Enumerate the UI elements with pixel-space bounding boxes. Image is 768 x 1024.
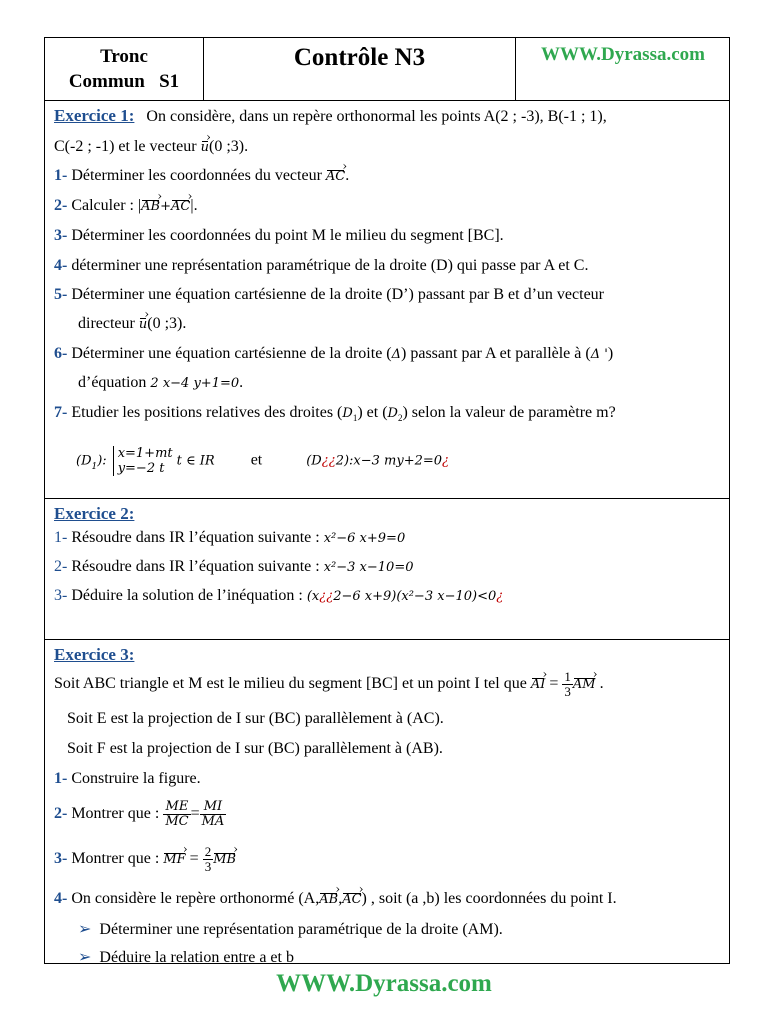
system-eq2: y=−2 t [117, 461, 165, 476]
ex2-ineq-b: ¿¿ [319, 589, 334, 604]
ex3-q1 [54, 770, 201, 788]
vector-am: AM › [573, 677, 596, 692]
ex2-q2-num: 2- [54, 558, 68, 575]
d1-close: ): [97, 453, 107, 469]
fraction-me-mc [163, 800, 190, 829]
ex3-q4-num: 4- [54, 890, 68, 907]
level-line-2: Commun S1 [68, 71, 180, 92]
ex3-intro-text: Soit ABC triangle et M est le milieu du segment [BC] et un point I tel que [54, 675, 531, 693]
ex3-q4a: On considère le repère orthonormé (A, [71, 890, 320, 907]
d1-sub: 1 [91, 461, 98, 472]
ex1-q5 [54, 286, 604, 304]
ex3-q3-num: 3- [54, 850, 68, 868]
ex1-q6d: d’équation [78, 374, 151, 391]
ex1-q7-num: 7- [54, 404, 68, 421]
ex1-q3-text: Déterminer les coordonnées du point M le milieu du segment [BC]. [71, 227, 504, 244]
ex1-q2: 2- Calculer : |AB ›+AC ›|. [54, 197, 198, 215]
footer-site-link[interactable]: WWW.Dyrassa.com [276, 970, 492, 997]
ex3-intro-end: . [595, 675, 604, 693]
frac23-bottom: 3 [204, 859, 212, 874]
ex2-q1 [54, 529, 405, 547]
ex3-q2-equals: = [190, 805, 200, 823]
fraction-mi-ma [200, 800, 227, 829]
ex3-q4b: ) , soit (a ,b) les coordonnées du point I. [361, 890, 617, 907]
d1-symbol: D [342, 406, 353, 421]
ex3-b1-text: Déterminer une représentation paramétrique de la droite (AM). [99, 921, 503, 938]
ex1-q6-cont [78, 374, 243, 392]
ex3-p2: Soit F est la projection de I sur (BC) parallèlement à (AB). [67, 740, 443, 757]
ex2-q3-text: Déduire la solution de l’inéquation : [71, 587, 307, 604]
header-table [45, 38, 730, 101]
delta-symbol: Δ [391, 347, 402, 362]
ex1-q2-num: 2- [54, 197, 68, 214]
d2-symbol: D [387, 406, 398, 421]
vector-ac: AC › [326, 169, 345, 184]
ex1-q5-text: Déterminer une équation cartésienne de la droite (D’) passant par B et d’un vecteur [71, 286, 604, 303]
ex1-q1-dot: . [345, 167, 350, 184]
frac13-bottom: 3 [564, 684, 571, 699]
vector-ab-2: AB › [319, 892, 338, 907]
exercise-3 [45, 640, 730, 964]
d1-label: (D [76, 453, 92, 469]
ex1-q1 [54, 167, 349, 185]
ex1-intro2b: (0 ;3). [208, 138, 249, 155]
ex3-q3-text: Montrer que : [71, 850, 164, 868]
ex1-q6 [54, 345, 613, 363]
frac-mi: MI [200, 800, 227, 815]
arrow-bullet-icon: ➢ [78, 921, 92, 938]
ex3-q1-num: 1- [54, 770, 68, 787]
ex1-q7c: ) selon la valeur de paramètre m? [402, 404, 616, 421]
ex3-bullet-1 [78, 919, 503, 939]
vector-ab: AB › [141, 199, 160, 214]
arrow-bullet-icon-2: ➢ [78, 949, 92, 964]
ex3-intro [54, 670, 604, 699]
ex3-equals: = [545, 675, 563, 693]
ex3-q2-num: 2- [54, 805, 68, 823]
vector-ac-3: AC › [342, 892, 361, 907]
vector-u: u › [201, 140, 209, 155]
d2-equation: 2):x−3 my+2=0 [335, 453, 443, 469]
frac13-top: 1 [564, 669, 571, 684]
vector-ai: AI › [531, 677, 546, 692]
ex2-ineq-a: (x [306, 589, 320, 604]
ex3-heading: Exercice 3: [54, 645, 135, 664]
ex1-heading: Exercice 1: [54, 106, 135, 125]
ex2-ineq-c: 2−6 x+9)(x²−3 x−10)<0 [333, 589, 497, 604]
ex3-b2-text: Déduire la relation entre a et b [99, 949, 294, 964]
ex1-q4-num: 4- [54, 257, 68, 274]
ex1-q2-text: Calculer : [71, 197, 138, 214]
ex2-heading-line [54, 504, 134, 524]
ex1-q5c: (0 ;3). [147, 315, 187, 332]
ex2-eq2: x²−3 x−10=0 [323, 560, 414, 575]
frac-me: ME [163, 800, 190, 815]
d2-label: (D [306, 453, 322, 469]
ex3-q3: 3- Montrer que : MF › = $\frac{2}{3}$ MB › [54, 845, 236, 874]
vector-u-2: u › [139, 317, 147, 332]
et-word: et [250, 451, 263, 469]
ex2-q2 [54, 558, 414, 576]
exercise-1 [45, 100, 730, 499]
ex1-q7: 7- Etudier les positions relatives des droites $(D_1)$ et $(D_2)$ selon la valeur de paramètre m? [54, 404, 616, 424]
ex3-q1-text: Construire la figure. [71, 770, 201, 787]
plus-sign: + [160, 199, 172, 214]
ex1-q7b: ) et ( [357, 404, 388, 421]
ex3-p1: Soit E est la projection de I sur (BC) parallèlement à (AC). [67, 710, 444, 727]
ex2-eq1: x²−6 x+9=0 [323, 531, 406, 546]
ex1-q1-text: Déterminer les coordonnées du vecteur [71, 167, 326, 184]
equation-6: 2 x−4 y+1=0 [150, 376, 240, 391]
vector-mb: MB › [213, 852, 236, 867]
ex2-q1-num: 1- [54, 529, 68, 546]
ex1-q6e: . [239, 374, 244, 391]
ex1-q6-num: 6- [54, 345, 68, 362]
exam-title: Contrôle N3 [204, 38, 516, 100]
ex3-q2 [54, 800, 226, 829]
ex3-heading-line [54, 645, 134, 665]
ex2-ineq-d: ¿ [496, 589, 504, 604]
fraction-1-3 [562, 670, 573, 699]
ex1-q5-num: 5- [54, 286, 68, 303]
system-eq1: x=1+mt [117, 446, 173, 461]
ex1-intro-line1 [54, 106, 607, 126]
ex1-q4 [54, 257, 588, 275]
vector-ac-2: AC › [171, 199, 190, 214]
ex1-q5-cont [78, 315, 186, 333]
ex1-intro1: On considère, dans un repère orthonormal les points A(2 ; -3), B(-1 ; 1), [146, 108, 607, 125]
level-cell [45, 38, 204, 100]
ex2-q3 [54, 587, 503, 605]
exam-sheet [44, 37, 730, 964]
ex1-q4-text: déterminer une représentation paramétrique de la droite (D) qui passe par A et C. [71, 257, 589, 274]
ex1-system [76, 446, 449, 476]
ex1-q1-num: 1- [54, 167, 68, 184]
vector-mf: MF › [163, 852, 185, 867]
parametric-system [113, 446, 173, 476]
ex1-intro-line2 [54, 138, 248, 156]
ex1-q6b: ) passant par A et parallèle à ( [401, 345, 591, 362]
ex1-q6a: Déterminer une équation cartésienne de la droite ( [71, 345, 392, 362]
ex1-q7a: Etudier les positions relatives des droites ( [71, 404, 343, 421]
ex3-comma: , [338, 890, 343, 907]
ex3-bullet-2 [78, 947, 294, 964]
ex1-q3 [54, 227, 504, 245]
frac-ma: MA [201, 814, 225, 829]
header-site-link[interactable]: WWW.Dyrassa.com [541, 44, 705, 65]
ex1-q6c: ) [607, 345, 614, 362]
level-line-1: Tronc [100, 46, 148, 67]
ex2-q3-num: 3- [54, 587, 68, 604]
ex1-q3-num: 3- [54, 227, 68, 244]
ex1-intro2a: C(-2 ; -1) et le vecteur [54, 138, 201, 155]
frac-mc: MC [165, 814, 189, 829]
frac23-top: 2 [204, 844, 212, 859]
ex2-heading: Exercice 2: [54, 504, 135, 523]
exercise-2 [45, 499, 730, 640]
ex1-q5b: directeur [78, 315, 139, 332]
ex2-q1-text: Résoudre dans IR l’équation suivante : [71, 529, 324, 546]
ex3-q2-text: Montrer que : [71, 805, 164, 823]
d2-glyph: ¿¿ [321, 453, 336, 469]
fraction-2-3 [203, 845, 214, 874]
t-in-ir: t ∈ IR [176, 453, 215, 469]
ex3-q4 [54, 890, 617, 908]
d2-glyph-end: ¿ [442, 453, 450, 469]
delta-prime-symbol: Δ ' [590, 347, 608, 362]
ex2-q2-text: Résoudre dans IR l’équation suivante : [71, 558, 324, 575]
